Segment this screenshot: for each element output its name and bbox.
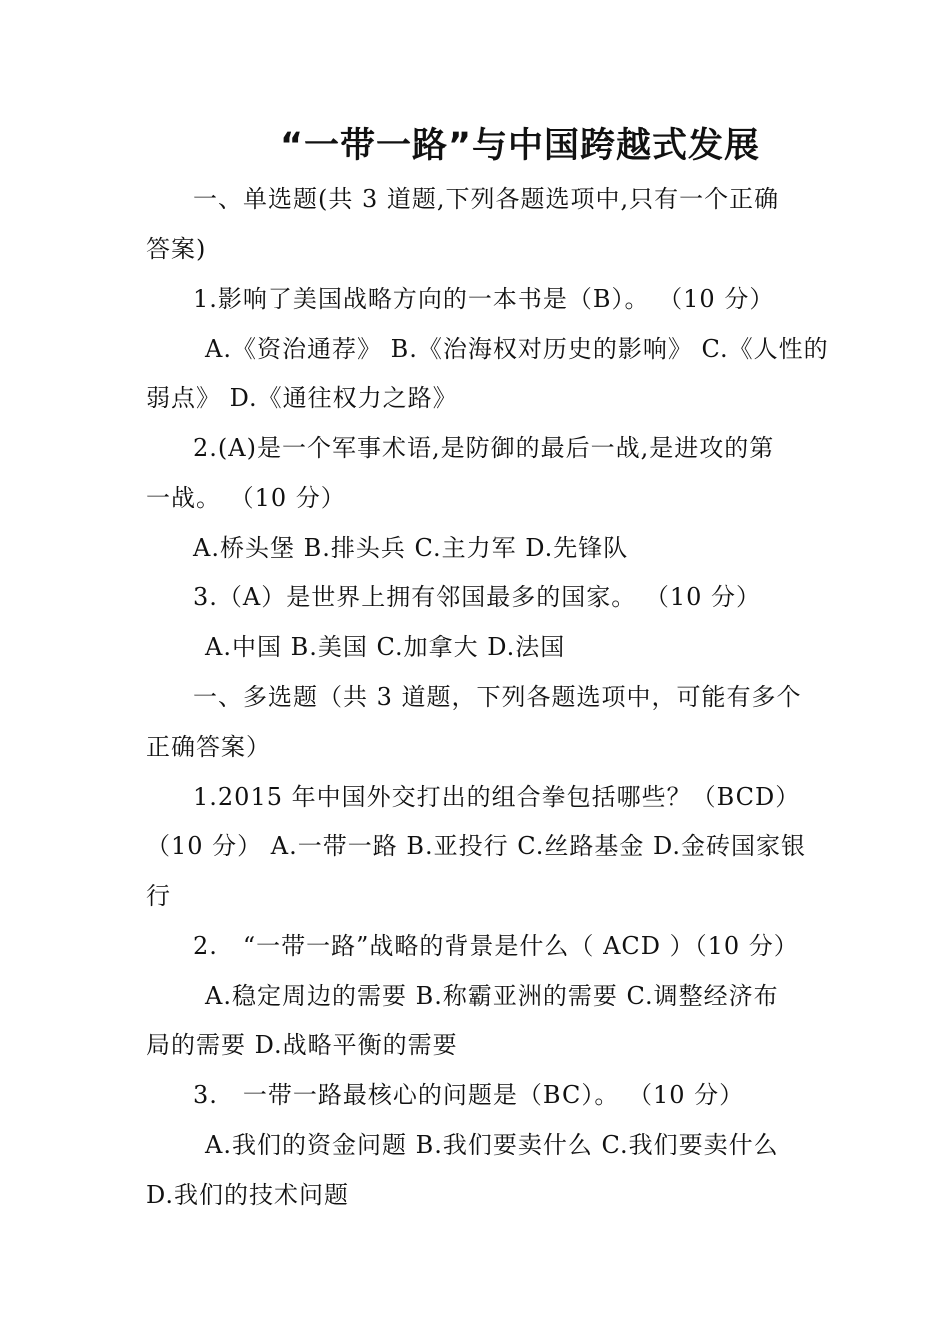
mc-question-1: 1.2015 年中国外交打出的组合拳包括哪些？（BCD） bbox=[193, 783, 801, 811]
mc-question-1-options: （10 分） A.一带一路 B.亚投行 C.丝路基金 D.金砖国家银 bbox=[146, 832, 807, 860]
question-3-options: A.中国 B.美国 C.加拿大 D.法国 bbox=[205, 633, 566, 661]
question-1: 1.影响了美国战略方向的一本书是（B）。 （10 分） bbox=[193, 285, 775, 313]
mc-question-2: 2. “一带一路”战略的背景是什么（ ACD ）（10 分） bbox=[193, 932, 799, 960]
text-line: 答案) bbox=[146, 235, 207, 263]
section-heading-multiple-choice: 一、多选题（共 3 道题，下列各题选项中，可能有多个 bbox=[193, 683, 802, 711]
mc-question-2-options: A.稳定周边的需要 B.称霸亚洲的需要 C.调整经济布 bbox=[205, 982, 779, 1010]
text-line: 正确答案） bbox=[146, 733, 271, 761]
text-line: 一战。 （10 分） bbox=[146, 484, 346, 512]
section-heading-single-choice: 一、单选题(共 3 道题,下列各题选项中,只有一个正确 bbox=[193, 185, 780, 213]
text-line: 弱点》 D.《通往权力之路》 bbox=[146, 384, 458, 412]
text-line: 行 bbox=[146, 882, 171, 910]
mc-question-3-options: A.我们的资金问题 B.我们要卖什么 C.我们要卖什么 bbox=[205, 1131, 779, 1159]
question-2: 2.(A)是一个军事术语,是防御的最后一战,是进攻的第 bbox=[193, 434, 775, 462]
document-title: “一带一路”与中国跨越式发展 bbox=[279, 126, 760, 166]
text-line: 局的需要 D.战略平衡的需要 bbox=[146, 1031, 458, 1059]
question-3: 3.（A）是世界上拥有邻国最多的国家。 （10 分） bbox=[193, 583, 762, 611]
question-2-options: A.桥头堡 B.排头兵 C.主力军 D.先锋队 bbox=[193, 534, 629, 562]
mc-question-3: 3. 一带一路最核心的问题是（BC）。 （10 分） bbox=[193, 1081, 745, 1109]
text-line: D.我们的技术问题 bbox=[146, 1181, 350, 1209]
question-1-options: A.《资治通荐》 B.《治海权对历史的影响》 C.《人性的 bbox=[205, 335, 829, 363]
